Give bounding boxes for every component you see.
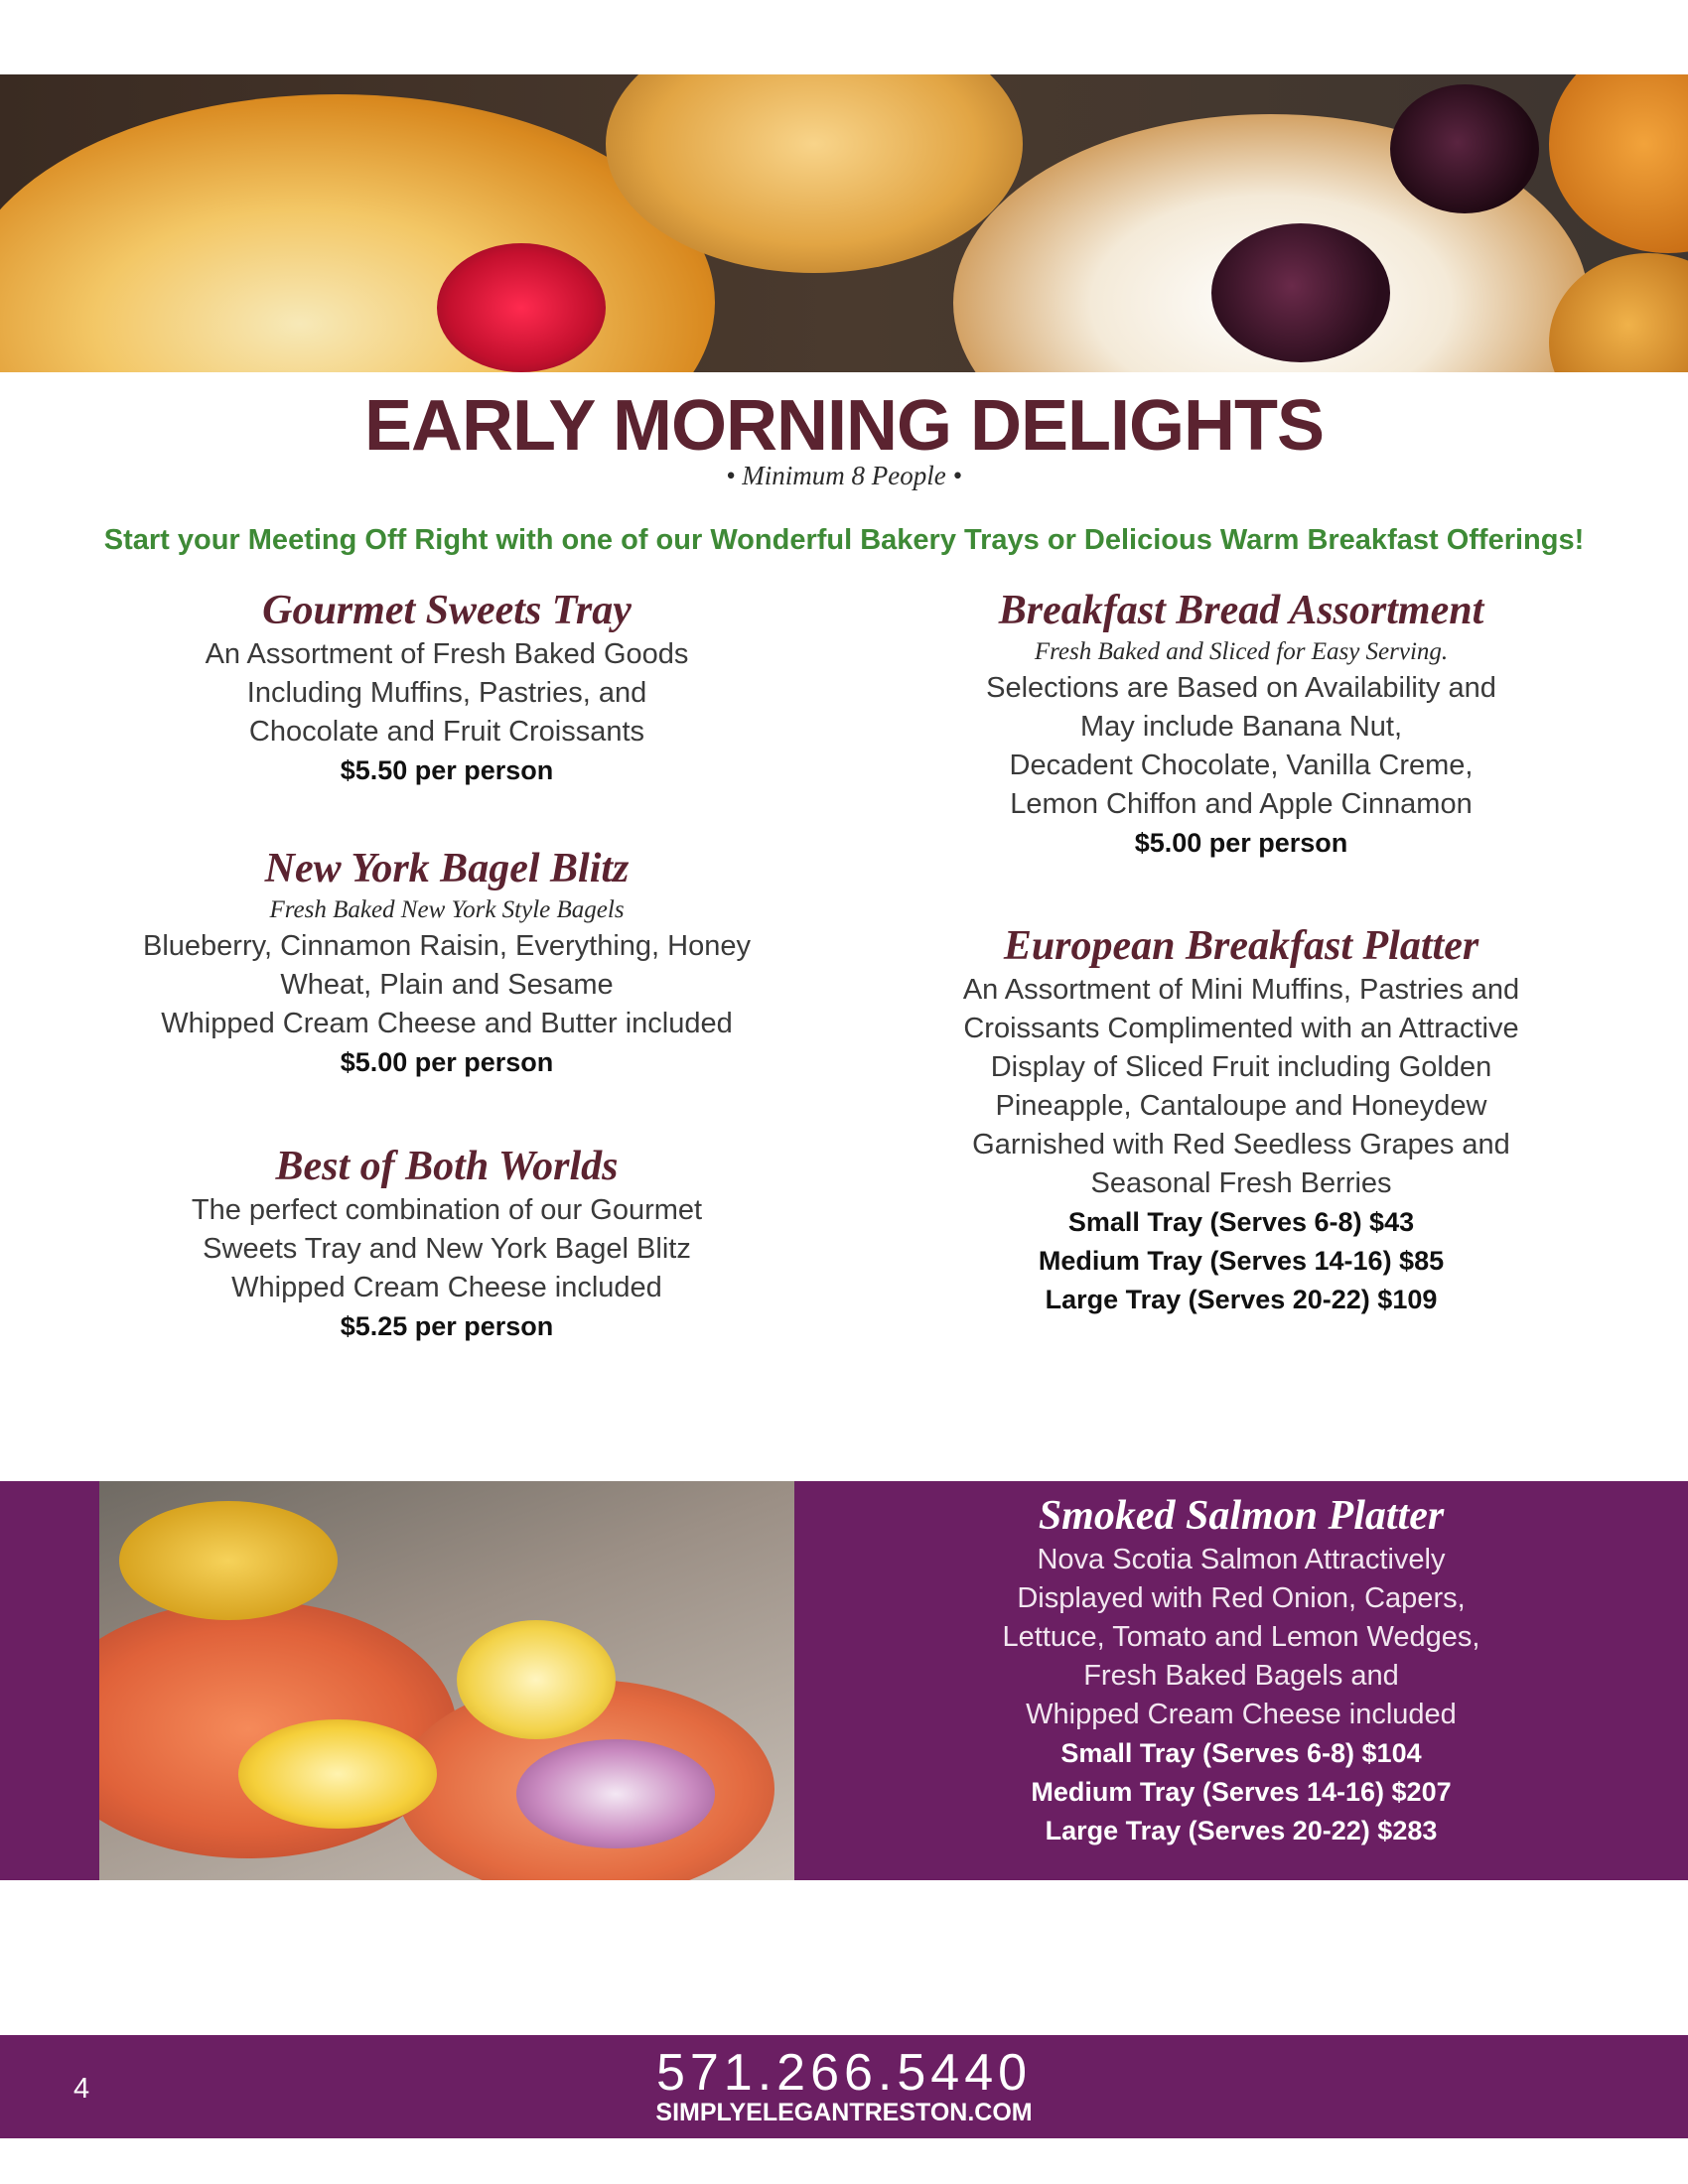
menu-item-best-of-both-worlds xyxy=(60,1142,834,1346)
item-price-large: Large Tray (Serves 20-22) $109 xyxy=(1045,1285,1438,1314)
item-price-small: Small Tray (Serves 6-8) $104 xyxy=(1060,1738,1422,1768)
item-price-small: Small Tray (Serves 6-8) $43 xyxy=(1067,1207,1415,1237)
item-price-large: Large Tray (Serves 20-22) $283 xyxy=(1045,1816,1438,1845)
item-title: New York Bagel Blitz xyxy=(264,846,630,891)
page-title: EARLY MORNING DELIGHTS xyxy=(363,386,1325,466)
salmon-platter-image xyxy=(99,1481,794,1880)
website-link[interactable]: SIMPLYELEGANTRESTON.COM xyxy=(655,2099,1033,2126)
item-price-medium: Medium Tray (Serves 14-16) $85 xyxy=(1038,1246,1445,1276)
item-description-line: Displayed with Red Onion, Capers, xyxy=(1017,1582,1466,1614)
item-description-line: Fresh Baked Bagels and xyxy=(1083,1660,1399,1692)
item-price: $5.50 per person xyxy=(340,755,554,785)
item-description-line: Chocolate and Fruit Croissants xyxy=(248,716,645,748)
item-description-line: May include Banana Nut, xyxy=(1079,711,1403,743)
item-price: $5.00 per person xyxy=(1134,828,1348,858)
menu-item-european-breakfast-platter xyxy=(854,921,1628,1319)
item-description-line: Lettuce, Tomato and Lemon Wedges, xyxy=(1002,1621,1480,1653)
item-description-line: Selections are Based on Availability and xyxy=(986,672,1496,704)
phone-number: 571.266.5440 xyxy=(655,2044,1033,2102)
item-description-line: Whipped Cream Cheese included xyxy=(231,1272,662,1303)
item-description-line: Whipped Cream Cheese and Butter included xyxy=(161,1008,733,1039)
item-price-medium: Medium Tray (Serves 14-16) $207 xyxy=(1031,1777,1452,1807)
page-number: 4 xyxy=(73,2073,90,2105)
item-title: Smoked Salmon Platter xyxy=(1038,1493,1445,1539)
tagline: Start your Meeting Off Right with one of our Wonderful Bakery Trays or Delicious Warm Breakfast Offerings! xyxy=(103,524,1585,556)
menu-item-breakfast-bread-assortment xyxy=(854,586,1628,863)
item-title: Best of Both Worlds xyxy=(275,1144,619,1189)
item-price: $5.00 per person xyxy=(340,1047,554,1077)
item-title: Breakfast Bread Assortment xyxy=(998,588,1484,633)
item-description-line: The perfect combination of our Gourmet xyxy=(191,1194,703,1226)
item-description-line: An Assortment of Fresh Baked Goods xyxy=(205,638,689,670)
hero-pastry-image xyxy=(0,74,1688,372)
item-subtitle: Fresh Baked New York Style Bagels xyxy=(269,896,625,923)
item-description-line: Wheat, Plain and Sesame xyxy=(280,969,614,1001)
item-description-line: Display of Sliced Fruit including Golden xyxy=(990,1051,1492,1083)
item-description-line: Whipped Cream Cheese included xyxy=(1026,1699,1457,1730)
item-description-line: Decadent Chocolate, Vanilla Creme, xyxy=(1009,750,1474,781)
item-price: $5.25 per person xyxy=(340,1311,554,1341)
menu-item-gourmet-sweets-tray xyxy=(60,586,834,790)
item-description-line: Pineapple, Cantaloupe and Honeydew xyxy=(995,1090,1487,1122)
item-description-line: Lemon Chiffon and Apple Cinnamon xyxy=(1010,788,1473,820)
item-description-line: Croissants Complimented with an Attractive xyxy=(963,1013,1519,1044)
item-subtitle: Fresh Baked and Sliced for Easy Serving. xyxy=(1034,638,1449,665)
menu-item-smoked-salmon-platter xyxy=(854,1491,1628,1850)
item-title: European Breakfast Platter xyxy=(1003,923,1479,969)
item-description-line: Garnished with Red Seedless Grapes and xyxy=(972,1129,1510,1160)
item-title: Gourmet Sweets Tray xyxy=(262,588,632,633)
page-subtitle: • Minimum 8 People • xyxy=(726,461,962,490)
item-description-line: Blueberry, Cinnamon Raisin, Everything, Honey xyxy=(143,930,751,962)
menu-item-new-york-bagel-blitz xyxy=(60,844,834,1082)
item-description-line: An Assortment of Mini Muffins, Pastries and xyxy=(962,974,1520,1006)
item-description-line: Seasonal Fresh Berries xyxy=(1090,1167,1392,1199)
footer-bar xyxy=(0,2035,1688,2138)
item-description-line: Including Muffins, Pastries, and xyxy=(246,677,647,709)
item-description-line: Sweets Tray and New York Bagel Blitz xyxy=(203,1233,691,1265)
item-description-line: Nova Scotia Salmon Attractively xyxy=(1037,1544,1446,1575)
